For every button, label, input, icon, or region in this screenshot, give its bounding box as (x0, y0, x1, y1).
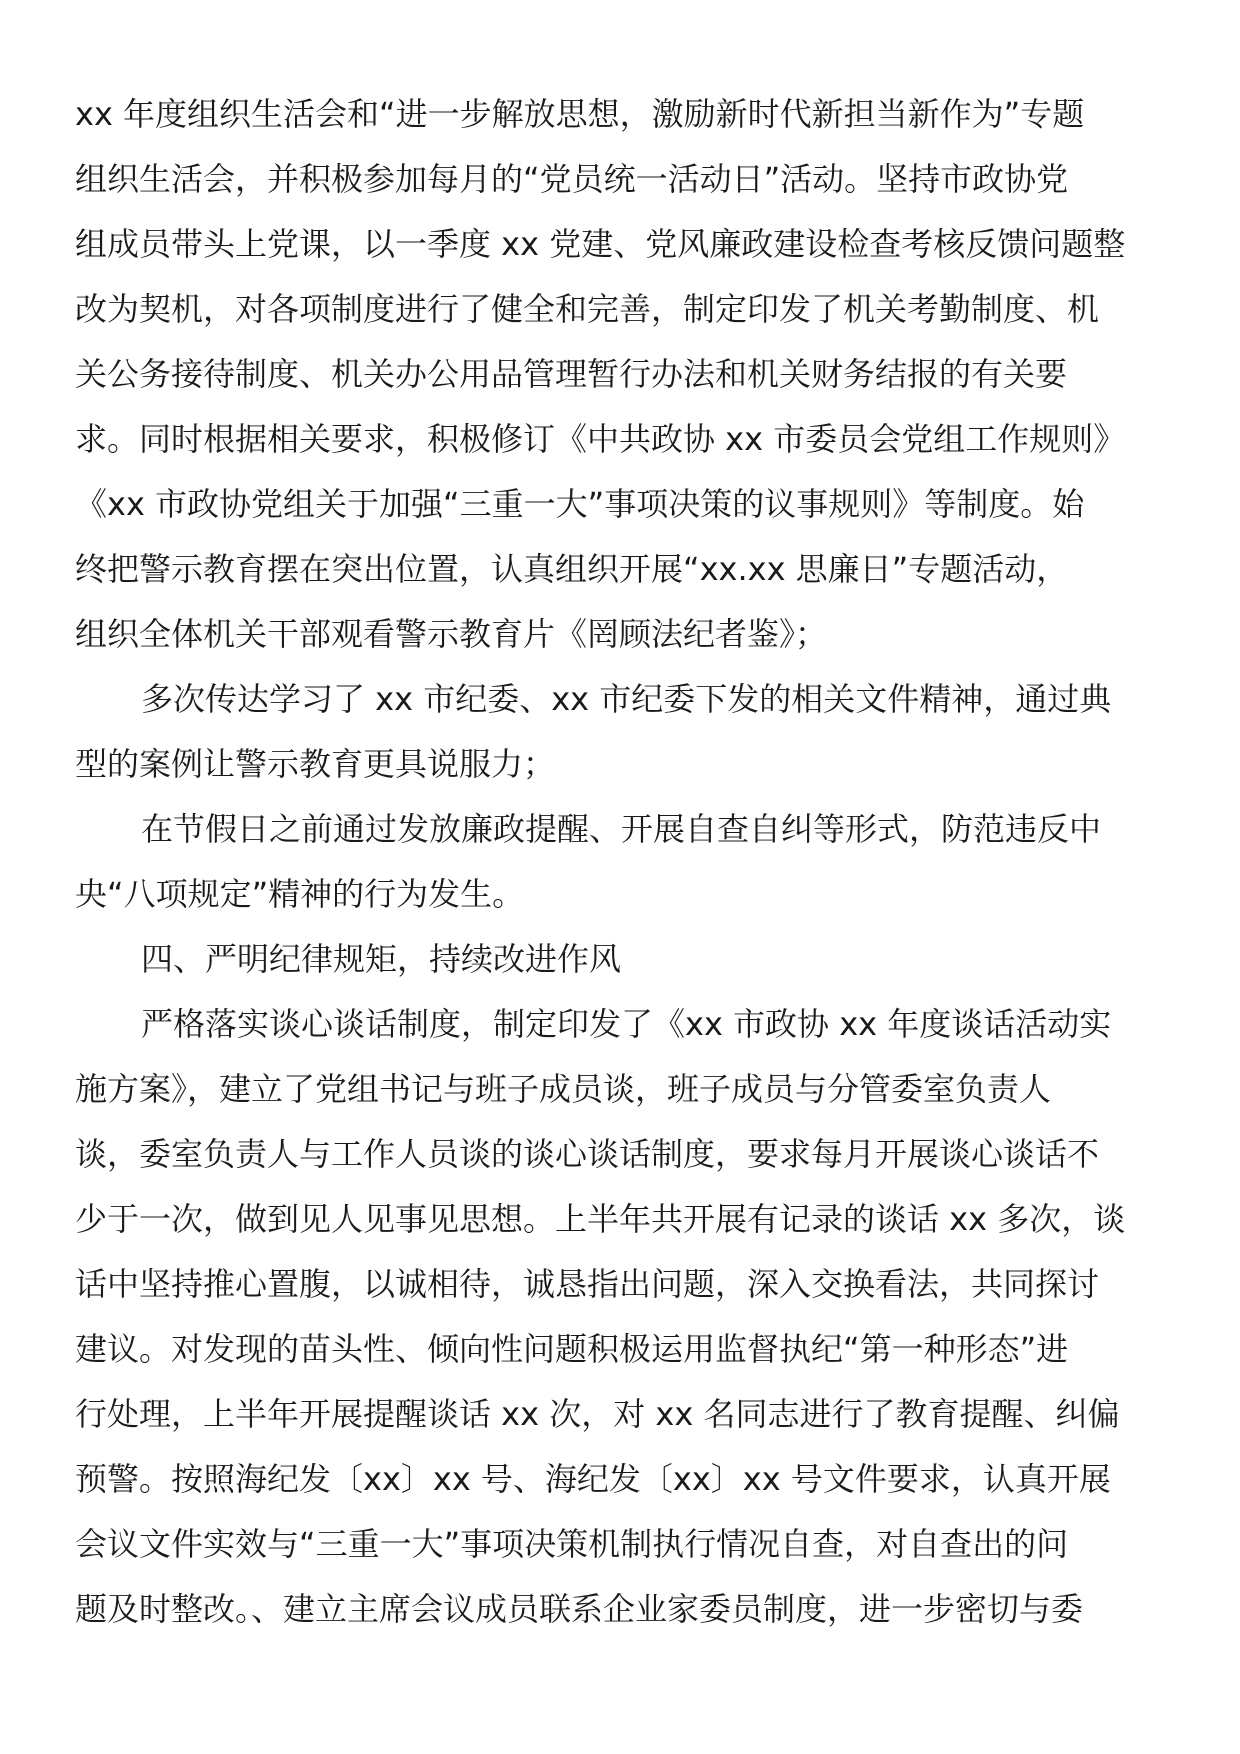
section-heading: 四、严明纪律规矩，持续改进作风 (141, 940, 622, 978)
text-line: xx 年度组织生活会和“进一步解放思想，激励新时代新担当新作为”专题 (75, 95, 1085, 133)
text-line: 改为契机，对各项制度进行了健全和完善，制定印发了机关考勤制度、机 (75, 290, 1100, 328)
text-line: 央“八项规定”精神的行为发生。 (75, 875, 525, 913)
text-line: 题及时整改。、建立主席会议成员联系企业家委员制度，进一步密切与委 (75, 1590, 1084, 1628)
paragraph-start-line: 多次传达学习了 xx 市纪委、xx 市纪委下发的相关文件精神，通过典 (141, 680, 1112, 718)
text-line: 终把警示教育摆在突出位置，认真组织开展“xx.xx 思廉日”专题活动， (75, 550, 1069, 588)
text-line: 型的案例让警示教育更具说服力； (75, 745, 556, 783)
text-line: 话中坚持推心置腹，以诚相待，诚恳指出问题，深入交换看法，共同探讨 (75, 1265, 1100, 1303)
text-line: 组织全体机关干部观看警示教育片《罔顾法纪者鉴》； (75, 615, 828, 653)
text-line: 施方案》，建立了党组书记与班子成员谈，班子成员与分管委室负责人 (75, 1070, 1052, 1108)
paragraph-start-line: 在节假日之前通过发放廉政提醒、开展自查自纠等形式，防范违反中 (141, 810, 1102, 848)
text-line: 关公务接待制度、机关办公用品管理暂行办法和机关财务结报的有关要 (75, 355, 1068, 393)
text-line: 组成员带头上党课，以一季度 xx 党建、党风廉政建设检查考核反馈问题整 (75, 225, 1126, 263)
text-line: 预警。按照海纪发〔xx〕xx 号、海纪发〔xx〕xx 号文件要求，认真开展 (75, 1460, 1111, 1498)
paragraph-start-line: 严格落实谈心谈话制度，制定印发了《xx 市政协 xx 年度谈话活动实 (141, 1005, 1112, 1043)
text-line: 少于一次，做到见人见事见思想。上半年共开展有记录的谈话 xx 多次，谈 (75, 1200, 1126, 1238)
text-line: 建议。对发现的苗头性、倾向性问题积极运用监督执纪“第一种形态”进 (75, 1330, 1069, 1368)
text-line: 会议文件实效与“三重一大”事项决策机制执行情况自查，对自查出的问 (75, 1525, 1069, 1563)
text-line: 谈，委室负责人与工作人员谈的谈心谈话制度，要求每月开展谈心谈话不 (75, 1135, 1100, 1173)
text-line: 《xx 市政协党组关于加强“三重一大”事项决策的议事规则》等制度。始 (75, 485, 1085, 523)
document-body (75, 82, 1165, 1642)
text-line: 组织生活会，并积极参加每月的“党员统一活动日”活动。坚持市政协党 (75, 160, 1069, 198)
text-line: 行处理，上半年开展提醒谈话 xx 次，对 xx 名同志进行了教育提醒、纠偏 (75, 1395, 1120, 1433)
text-line: 求。同时根据相关要求，积极修订《中共政协 xx 市委员会党组工作规则》 (75, 420, 1126, 458)
